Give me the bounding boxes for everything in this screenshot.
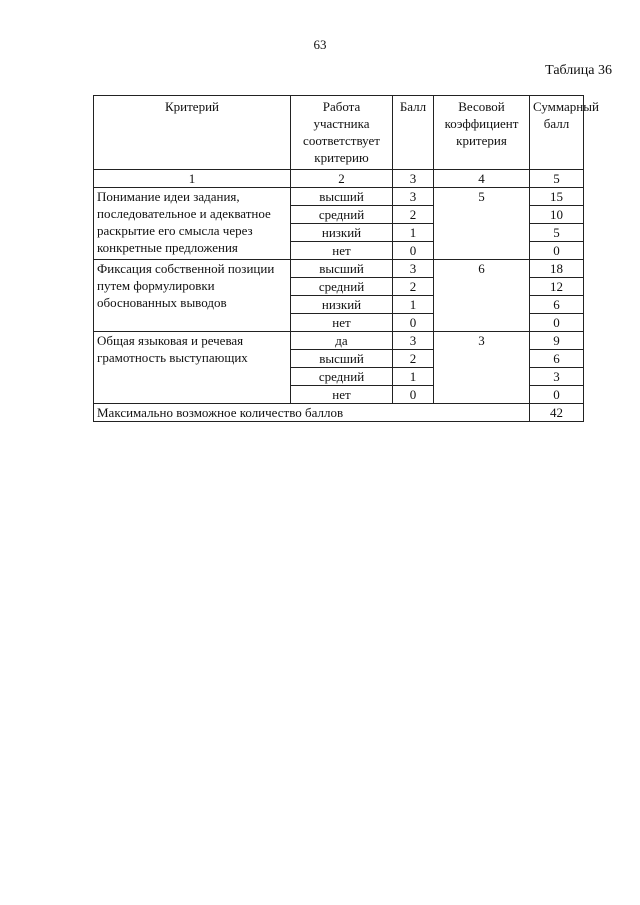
table-body: [94, 188, 584, 404]
level-cell: низкий: [291, 296, 393, 314]
total-cell: 0: [530, 314, 584, 332]
column-number: 3: [393, 170, 434, 188]
header-compliance: Работа участника соответствует критерию: [291, 96, 393, 170]
total-cell: 0: [530, 386, 584, 404]
column-number: 5: [530, 170, 584, 188]
total-cell: 6: [530, 296, 584, 314]
header-score: Балл: [393, 96, 434, 170]
total-cell: 12: [530, 278, 584, 296]
level-cell: средний: [291, 368, 393, 386]
total-row: [94, 404, 584, 422]
score-cell: 0: [393, 386, 434, 404]
criterion-cell: Общая языковая и речевая грамотность выступающих: [94, 332, 291, 404]
max-score-label: Максимально возможное количество баллов: [94, 404, 530, 422]
level-cell: нет: [291, 386, 393, 404]
level-cell: нет: [291, 314, 393, 332]
table-row: [94, 260, 584, 278]
level-cell: высший: [291, 188, 393, 206]
weight-cell: 6: [434, 260, 530, 332]
total-cell: 0: [530, 242, 584, 260]
column-number: 2: [291, 170, 393, 188]
column-numbering-row: [94, 170, 584, 188]
total-cell: 9: [530, 332, 584, 350]
header-total: Суммарный балл: [530, 96, 584, 170]
level-cell: да: [291, 332, 393, 350]
criterion-cell: Фиксация собственной позиции путем формулировки обоснованных выводов: [94, 260, 291, 332]
total-cell: 18: [530, 260, 584, 278]
column-number: 1: [94, 170, 291, 188]
header-weight: Весовой коэффициент критерия: [434, 96, 530, 170]
score-cell: 3: [393, 260, 434, 278]
header-criterion: Критерий: [94, 96, 291, 170]
level-cell: средний: [291, 206, 393, 224]
level-cell: высший: [291, 260, 393, 278]
score-cell: 1: [393, 368, 434, 386]
level-cell: средний: [291, 278, 393, 296]
total-cell: 10: [530, 206, 584, 224]
criterion-cell: Понимание идеи задания, последовательное и адекватное раскрытие его смысла через конкретные предложения: [94, 188, 291, 260]
score-cell: 3: [393, 188, 434, 206]
level-cell: нет: [291, 242, 393, 260]
page-number: 63: [313, 37, 327, 52]
score-cell: 2: [393, 278, 434, 296]
total-cell: 6: [530, 350, 584, 368]
max-score-value: 42: [530, 404, 584, 422]
table-caption: Таблица 36: [545, 63, 612, 78]
column-number: 4: [434, 170, 530, 188]
table-row: [94, 332, 584, 350]
total-cell: 15: [530, 188, 584, 206]
score-cell: 0: [393, 242, 434, 260]
score-cell: 1: [393, 296, 434, 314]
total-cell: 3: [530, 368, 584, 386]
score-cell: 2: [393, 206, 434, 224]
score-cell: 0: [393, 314, 434, 332]
score-cell: 1: [393, 224, 434, 242]
score-cell: 3: [393, 332, 434, 350]
criteria-table: [93, 95, 599, 422]
score-cell: 2: [393, 350, 434, 368]
weight-cell: 5: [434, 188, 530, 260]
level-cell: низкий: [291, 224, 393, 242]
table-header-row: [94, 96, 584, 170]
weight-cell: 3: [434, 332, 530, 404]
table-row: [94, 188, 584, 206]
total-cell: 5: [530, 224, 584, 242]
level-cell: высший: [291, 350, 393, 368]
